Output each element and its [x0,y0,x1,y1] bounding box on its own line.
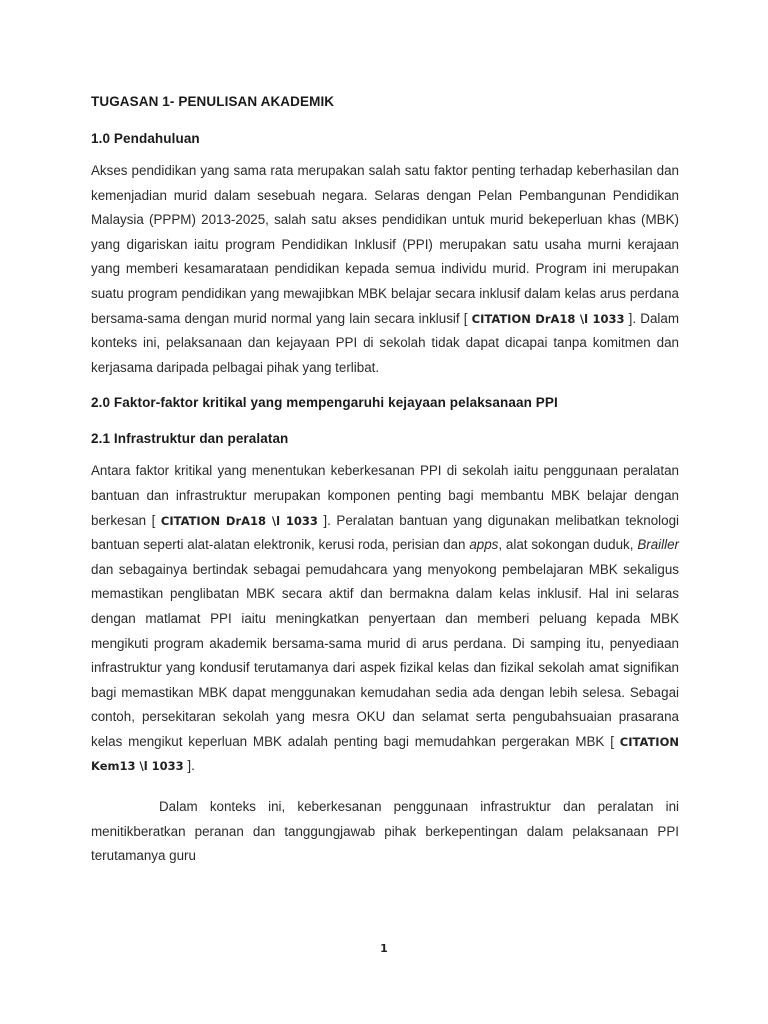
citation-field: CITATION DrA18 \l 1033 [471,311,625,326]
italic-term-brailler: Brailler [637,537,679,553]
infra-text-part-4: dan sebagainya bertindak sebagai pemudahcara yang menyokong pembelajaran MBK sekaligus memastikan penglibatan MBK secara aktif dan bermakna dalam kelas inklusif. Hal ini selaras dengan matlamat PPI iaitu meningkatkan penyertaan dan memberi peluang kepada MBK mengikuti program akademik bersama-sama murid di arus perdana. Di samping itu, penyediaan infrastruktur yang kondusif terutamanya dari aspek fizikal kelas dan fizikal sekolah amat signifikan bagi memastikan MBK dapat menggunakan kemudahan sedia ada dengan lebih selesa. Sebagai contoh, persekitaran sekolah yang mesra OKU dan selamat serta pengubahsuaian prasarana kelas mengikut keperluan MBK adalah penting bagi memudahkan pergerakan MBK [ [91,561,679,749]
intro-text-part-2: ]. Dalam konteks ini, pelaksanaan dan kejayaan PPI di sekolah tidak dapat dicapai tanpa komitmen dan kerjasama daripada pelbagai pihak yang terlibat. [91,310,679,375]
document-title: TUGASAN 1- PENULISAN AKADEMIK [91,94,335,109]
infra-text-part-2: ]. Peralatan bantuan yang digunakan melibatkan teknologi bantuan seperti alat-alatan elektronik, kerusi roda, perisian dan [91,512,680,553]
infra-text-part-1: Antara faktor kritikal yang menentukan keberkesanan PPI di sekolah iaitu penggunaan peralatan bantuan dan infrastruktur merupakan komponen penting bagi membantu MBK belajar dengan berkesan [ [91,463,679,528]
section-heading-introduction: 1.0 Pendahuluan [91,131,200,146]
intro-text-part-1: Akses pendidikan yang sama rata merupakan salah satu faktor penting terhadap keberhasilan dan kemenjadian murid dalam sesebuah negara. Selaras dengan Pelan Pembangunan Pendidikan Malaysia (PPPM) 2013-2025, salah satu akses pendidikan untuk murid bekeperluan khas (MBK) yang digariskan iaitu program Pendidikan Inklusif (PPI) merupakan satu usaha murni kerajaan yang memberi kesamarataan pendidikan kepada semua individu murid. Program ini merupakan suatu program pendidikan yang mewajibkan MBK belajar secara inklusif dalam kelas arus perdana bersama-sama dengan murid normal yang lain secara inklusif [ [91,163,679,326]
italic-term-apps: apps [469,537,499,553]
section-heading-critical-factors: 2.0 Faktor-faktor kritikal yang mempengaruhi kejayaan pelaksanaan PPI [91,395,558,411]
infra-text-part-5: ]. [187,758,195,774]
infrastructure-paragraph-2: Dalam konteks ini, keberkesanan penggunaan infrastruktur dan peralatan ini menitikberatkan peranan dan tanggungjawab pihak berkepentingan dalam pelaksanaan PPI terutamanya guru [91,799,679,864]
page-number: 1 [380,942,388,955]
infrastructure-paragraph [91,459,679,779]
citation-field: CITATION DrA18 \l 1033 [160,513,318,528]
citation-field: CITATION Kem13 \l 1033 [91,734,679,774]
infra-text-part-3: , alat sokongan duduk, [498,537,634,553]
section-heading-infrastructure: 2.1 Infrastruktur dan peralatan [91,431,289,447]
introduction-paragraph [91,159,679,380]
document-page [91,88,679,869]
